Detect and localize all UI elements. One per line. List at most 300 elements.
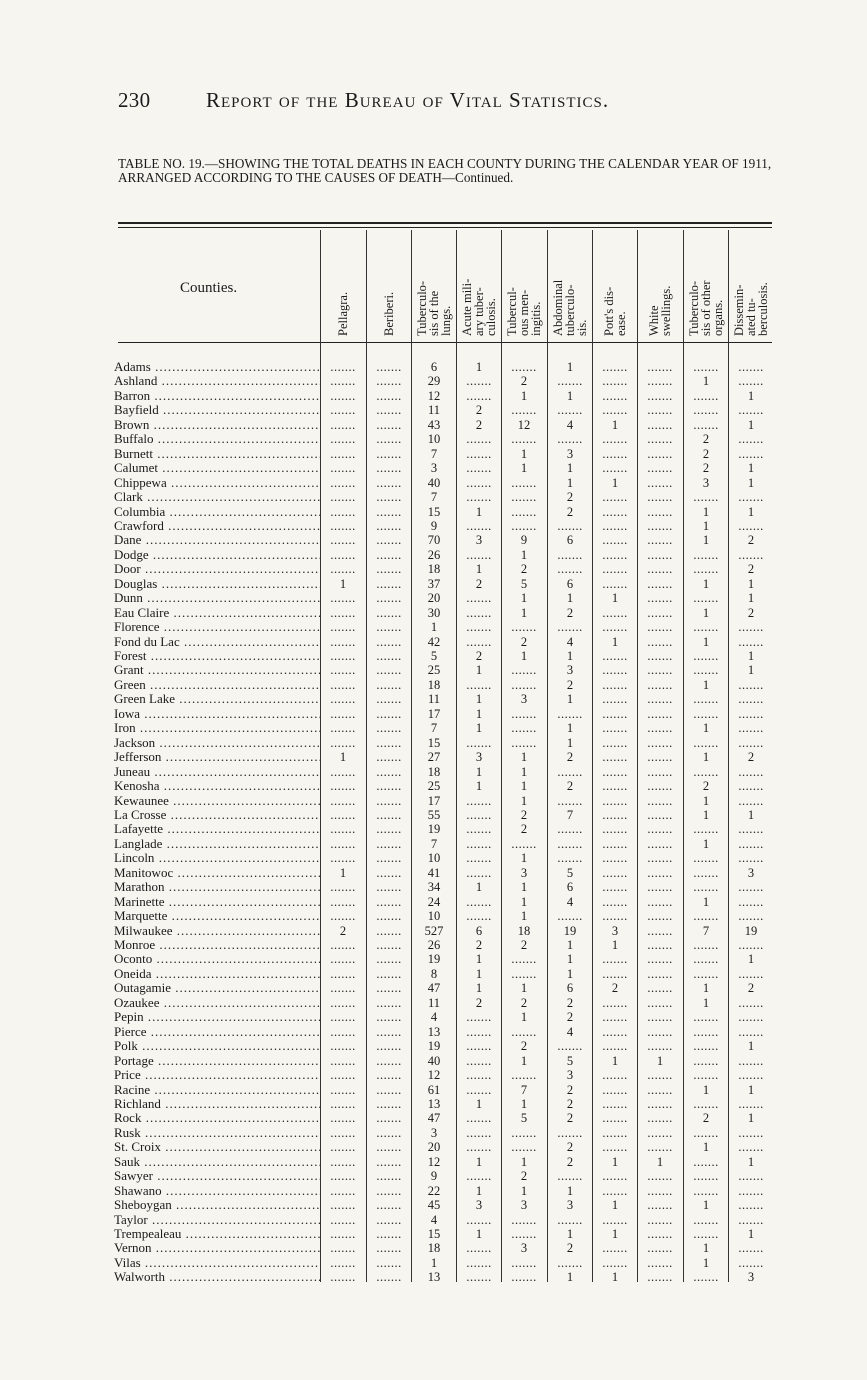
table-cell: 1 — [566, 649, 574, 663]
table-cell: 1 — [520, 388, 528, 403]
table-cell — [367, 880, 411, 894]
table-cell: 1 — [520, 779, 528, 794]
table-cell — [593, 490, 637, 504]
table-cell — [548, 851, 592, 865]
table-cell — [638, 822, 682, 836]
table-cell: 1 — [656, 1154, 664, 1169]
table-cell — [548, 765, 592, 779]
table-cell — [548, 822, 592, 836]
table-cell: 7 — [430, 836, 438, 851]
table-cell — [593, 707, 637, 721]
table-cell — [593, 822, 637, 836]
table-cell — [457, 490, 501, 504]
table-cell — [593, 1184, 637, 1198]
county-name: Richland ..... — [114, 1097, 320, 1111]
table-cell — [684, 851, 728, 865]
table-cell: 1 — [475, 880, 483, 895]
table-row — [0, 1140, 867, 1154]
table-cell — [548, 548, 592, 562]
table-cell — [593, 360, 637, 374]
table-cell — [684, 1054, 728, 1068]
table-cell — [321, 1126, 365, 1140]
table-cell: 1 — [566, 1227, 574, 1241]
column-header-label: Acute mili- ary tuber- culosis. — [460, 278, 498, 336]
table-cell — [593, 606, 637, 620]
table-cell — [367, 808, 411, 822]
table-cell: 3 — [475, 750, 483, 765]
table-cell: 2 — [566, 1010, 574, 1025]
table-cell: 1 — [566, 966, 574, 981]
table-cell — [684, 562, 728, 576]
county-name: Outagamie ..... — [114, 981, 320, 995]
table-cell — [593, 794, 637, 808]
table-cell: 3 — [430, 1125, 438, 1140]
table-cell: 1 — [566, 388, 574, 403]
table-cell — [729, 1169, 773, 1183]
table-cell — [684, 952, 728, 966]
table-cell — [321, 649, 365, 663]
table-cell: 40 — [427, 475, 441, 490]
table-cell — [548, 909, 592, 923]
table-cell — [548, 374, 592, 388]
table-cell — [593, 880, 637, 894]
table-row — [0, 952, 867, 966]
table-cell — [593, 562, 637, 576]
table-row — [0, 519, 867, 533]
table-cell — [457, 620, 501, 634]
table-cell — [593, 389, 637, 403]
table-cell — [321, 418, 365, 432]
table-cell: 1 — [702, 533, 710, 548]
table-cell: 1 — [611, 417, 619, 432]
table-cell — [321, 533, 365, 547]
county-name: Portage ..... — [114, 1054, 320, 1068]
page-number: 230 — [118, 88, 151, 112]
table-cell: 47 — [427, 1111, 441, 1126]
table-cell: 2 — [702, 461, 710, 476]
table-cell: 2 — [520, 1039, 528, 1054]
table-cell: 1 — [702, 793, 710, 808]
table-cell: 1 — [475, 663, 483, 678]
table-cell — [367, 895, 411, 909]
table-row — [0, 851, 867, 865]
table-row — [0, 996, 867, 1010]
table-row — [0, 490, 867, 504]
table-cell — [321, 1184, 365, 1198]
table-cell — [321, 374, 365, 388]
table-cell — [729, 1184, 773, 1198]
table-cell: 7 — [430, 446, 438, 461]
county-name: Lafayette ..... — [114, 822, 320, 836]
table-row — [0, 432, 867, 446]
table-cell: 2 — [747, 750, 755, 765]
table-cell — [321, 1256, 365, 1270]
table-cell — [684, 1270, 728, 1284]
table-cell: 22 — [427, 1183, 441, 1198]
table-cell: 2 — [747, 605, 755, 620]
table-cell: 1 — [702, 750, 710, 765]
table-cell: 11 — [427, 692, 441, 707]
county-name: Forest ..... — [114, 649, 320, 663]
table-cell — [593, 750, 637, 764]
county-name: Ashland ..... — [114, 374, 320, 388]
table-cell: 3 — [747, 1270, 755, 1285]
table-cell: 1 — [339, 576, 347, 591]
table-cell — [638, 1213, 682, 1227]
table-cell — [593, 808, 637, 822]
table-cell: 1 — [520, 446, 528, 461]
table-cell: 1 — [339, 865, 347, 880]
table-cell: 19 — [427, 822, 441, 837]
table-cell: 19 — [563, 923, 577, 938]
table-cell: 3 — [475, 1198, 483, 1213]
table-cell — [457, 1054, 501, 1068]
table-cell — [367, 1025, 411, 1039]
county-name: Calumet ..... — [114, 461, 320, 475]
table-cell — [684, 692, 728, 706]
table-row — [0, 1010, 867, 1024]
table-cell — [684, 1025, 728, 1039]
table-cell — [321, 938, 365, 952]
table-cell — [367, 1227, 411, 1241]
table-cell — [593, 996, 637, 1010]
table-cell: 1 — [611, 1270, 619, 1285]
county-name: Vernon ..... — [114, 1241, 320, 1255]
table-cell — [729, 895, 773, 909]
table-cell: 2 — [747, 562, 755, 577]
table-cell: 2 — [566, 779, 574, 794]
table-cell: 2 — [747, 981, 755, 996]
table-cell: 34 — [427, 880, 441, 895]
table-cell — [593, 620, 637, 634]
table-cell — [638, 866, 682, 880]
table-cell: 11 — [427, 995, 441, 1010]
table-cell — [321, 461, 365, 475]
table-cell — [593, 765, 637, 779]
table-cell: 1 — [566, 692, 574, 707]
table-cell: 2 — [566, 1111, 574, 1126]
table-cell: 2 — [520, 822, 528, 837]
table-cell — [729, 447, 773, 461]
table-cell — [638, 1184, 682, 1198]
table-cell — [729, 967, 773, 981]
table-cell: 47 — [427, 981, 441, 996]
table-cell: 20 — [427, 1140, 441, 1155]
table-cell: 1 — [747, 649, 755, 663]
table-cell — [321, 1083, 365, 1097]
county-name: Pierce ..... — [114, 1025, 320, 1039]
table-cell: 1 — [520, 909, 528, 924]
table-cell: 41 — [427, 865, 441, 880]
table-cell — [321, 1039, 365, 1053]
table-cell — [457, 895, 501, 909]
table-cell: 1 — [475, 764, 483, 779]
table-cell: 1 — [747, 1082, 755, 1097]
column-header — [684, 236, 728, 336]
table-cell — [457, 909, 501, 923]
table-row — [0, 707, 867, 721]
table-cell: 1 — [702, 634, 710, 649]
table-row — [0, 1083, 867, 1097]
table-row — [0, 505, 867, 519]
table-row — [0, 1256, 867, 1270]
table-cell — [593, 663, 637, 677]
table-row — [0, 765, 867, 779]
table-row — [0, 1097, 867, 1111]
table-row — [0, 591, 867, 605]
table-cell — [367, 1213, 411, 1227]
table-cell — [548, 432, 592, 446]
table-cell: 55 — [427, 807, 441, 822]
table-cell: 2 — [566, 490, 574, 505]
table-cell — [729, 692, 773, 706]
county-name: Lincoln ..... — [114, 851, 320, 865]
table-cell: 26 — [427, 938, 441, 952]
table-cell: 3 — [747, 865, 755, 880]
table-cell — [457, 1256, 501, 1270]
column-header-label: Tuberculo- sis of the lungs. — [415, 280, 453, 336]
table-cell — [457, 1213, 501, 1227]
table-cell: 1 — [747, 504, 755, 519]
table-cell — [367, 909, 411, 923]
table-cell — [457, 736, 501, 750]
table-row — [0, 808, 867, 822]
table-cell: 6 — [475, 923, 483, 938]
table-cell — [684, 548, 728, 562]
table-cell — [638, 1083, 682, 1097]
table-cell — [502, 736, 546, 750]
table-cell: 1 — [566, 952, 574, 967]
table-cell: 5 — [430, 649, 438, 663]
table-cell — [321, 389, 365, 403]
county-name: Kenosha ..... — [114, 779, 320, 793]
table-cell — [638, 649, 682, 663]
table-cell — [321, 591, 365, 605]
table-cell — [457, 447, 501, 461]
table-cell — [638, 1068, 682, 1082]
table-cell — [684, 765, 728, 779]
table-cell — [638, 678, 682, 692]
table-cell — [638, 562, 682, 576]
column-header — [412, 236, 456, 336]
table-cell: 1 — [520, 793, 528, 808]
table-cell — [321, 721, 365, 735]
county-name: Rock ..... — [114, 1111, 320, 1125]
table-cell: 5 — [566, 1053, 574, 1068]
table-cell — [638, 620, 682, 634]
county-name: Jackson ..... — [114, 736, 320, 750]
table-row — [0, 1039, 867, 1053]
table-cell — [638, 635, 682, 649]
table-cell — [321, 707, 365, 721]
table-row — [0, 374, 867, 388]
county-name: Marquette ..... — [114, 909, 320, 923]
table-row — [0, 447, 867, 461]
table-cell: 10 — [427, 909, 441, 924]
table-cell: 2 — [339, 923, 347, 938]
county-name: Dodge ..... — [114, 548, 320, 562]
table-row — [0, 678, 867, 692]
county-name: Ozaukee ..... — [114, 996, 320, 1010]
table-cell: 12 — [427, 1068, 441, 1083]
table-cell: 40 — [427, 1053, 441, 1068]
table-cell — [502, 1256, 546, 1270]
table-cell — [367, 403, 411, 417]
table-cell — [638, 692, 682, 706]
table-cell — [321, 851, 365, 865]
table-cell: 2 — [566, 605, 574, 620]
table-cell: 3 — [520, 692, 528, 707]
table-cell: 1 — [702, 836, 710, 851]
table-cell — [367, 1184, 411, 1198]
table-cell — [593, 1241, 637, 1255]
table-cell: 10 — [427, 432, 441, 447]
table-cell — [593, 1256, 637, 1270]
table-cell: 1 — [566, 721, 574, 736]
table-row — [0, 895, 867, 909]
county-name: Price ..... — [114, 1068, 320, 1082]
table-cell — [684, 591, 728, 605]
table-cell — [502, 432, 546, 446]
table-cell: 3 — [566, 663, 574, 678]
table-cell: 2 — [566, 1082, 574, 1097]
table-row — [0, 461, 867, 475]
table-cell — [367, 548, 411, 562]
table-cell — [321, 1111, 365, 1125]
county-name: Oconto ..... — [114, 952, 320, 966]
table-row — [0, 1227, 867, 1241]
table-cell — [321, 1010, 365, 1024]
table-cell — [593, 461, 637, 475]
table-cell — [457, 461, 501, 475]
table-cell: 1 — [566, 735, 574, 750]
table-row — [0, 692, 867, 706]
table-cell: 43 — [427, 417, 441, 432]
table-cell — [638, 808, 682, 822]
table-cell: 1 — [611, 475, 619, 490]
table-cell — [548, 1169, 592, 1183]
table-cell — [321, 476, 365, 490]
table-cell — [729, 1140, 773, 1154]
table-cell: 1 — [747, 388, 755, 403]
table-cell — [367, 418, 411, 432]
county-name: Taylor ..... — [114, 1213, 320, 1227]
table-cell: 1 — [747, 475, 755, 490]
table-cell — [502, 721, 546, 735]
table-cell: 2 — [475, 649, 483, 663]
table-cell: 12 — [517, 417, 531, 432]
table-cell — [367, 1155, 411, 1169]
table-cell: 18 — [427, 764, 441, 779]
table-cell — [321, 808, 365, 822]
table-cell — [367, 822, 411, 836]
table-cell — [321, 909, 365, 923]
table-cell — [638, 967, 682, 981]
table-cell — [729, 736, 773, 750]
table-cell: 1 — [702, 894, 710, 909]
table-cell: 1 — [702, 518, 710, 533]
table-cell — [321, 1140, 365, 1154]
table-cell — [457, 635, 501, 649]
table-cell — [729, 1068, 773, 1082]
table-cell — [457, 1270, 501, 1284]
table-cell: 1 — [702, 374, 710, 389]
table-cell — [457, 1140, 501, 1154]
table-cell: 1 — [520, 547, 528, 562]
table-cell — [729, 1010, 773, 1024]
table-cell: 1 — [475, 1227, 483, 1241]
table-cell: 2 — [475, 417, 483, 432]
table-cell — [729, 779, 773, 793]
table-cell: 3 — [475, 533, 483, 548]
table-cell — [593, 736, 637, 750]
table-cell — [321, 490, 365, 504]
table-cell — [638, 591, 682, 605]
table-cell: 1 — [747, 807, 755, 822]
table-cell — [321, 1025, 365, 1039]
table-cell — [684, 938, 728, 952]
table-cell — [593, 1111, 637, 1125]
table-cell — [638, 1227, 682, 1241]
table-cell — [729, 765, 773, 779]
table-cell: 1 — [702, 1255, 710, 1270]
table-row — [0, 938, 867, 952]
table-cell: 1 — [747, 576, 755, 591]
table-row — [0, 649, 867, 663]
table-row — [0, 1111, 867, 1125]
table-row — [0, 403, 867, 417]
table-cell — [321, 736, 365, 750]
table-cell: 1 — [611, 634, 619, 649]
table-cell — [729, 360, 773, 374]
table-cell — [593, 1097, 637, 1111]
table-cell — [593, 837, 637, 851]
table-cell — [367, 924, 411, 938]
county-name: Marathon ..... — [114, 880, 320, 894]
table-cell — [729, 794, 773, 808]
table-cell: 7 — [430, 490, 438, 505]
table-cell: 30 — [427, 605, 441, 620]
table-row — [0, 577, 867, 591]
table-cell: 1 — [475, 504, 483, 519]
table-cell — [321, 1068, 365, 1082]
table-cell: 1 — [702, 981, 710, 996]
table-cell: 2 — [611, 981, 619, 996]
table-cell — [367, 1126, 411, 1140]
table-cell: 1 — [566, 475, 574, 490]
table-cell — [638, 851, 682, 865]
table-cell: 2 — [520, 374, 528, 389]
table-cell: 13 — [427, 1096, 441, 1111]
county-name: Pepin ..... — [114, 1010, 320, 1024]
table-cell — [593, 1068, 637, 1082]
table-cell — [548, 794, 592, 808]
table-cell: 2 — [475, 403, 483, 418]
table-cell: 19 — [744, 923, 758, 938]
table-cell — [638, 736, 682, 750]
table-cell: 15 — [427, 1227, 441, 1241]
table-row — [0, 562, 867, 576]
table-cell: 1 — [611, 938, 619, 952]
table-cell — [457, 851, 501, 865]
table-row — [0, 909, 867, 923]
top-rule-thin — [118, 227, 772, 228]
table-cell — [593, 692, 637, 706]
table-cell: 1 — [611, 1198, 619, 1213]
page-title: Report of the Bureau of Vital Statistics. — [206, 88, 610, 112]
county-name: Juneau ..... — [114, 765, 320, 779]
table-cell — [638, 1111, 682, 1125]
